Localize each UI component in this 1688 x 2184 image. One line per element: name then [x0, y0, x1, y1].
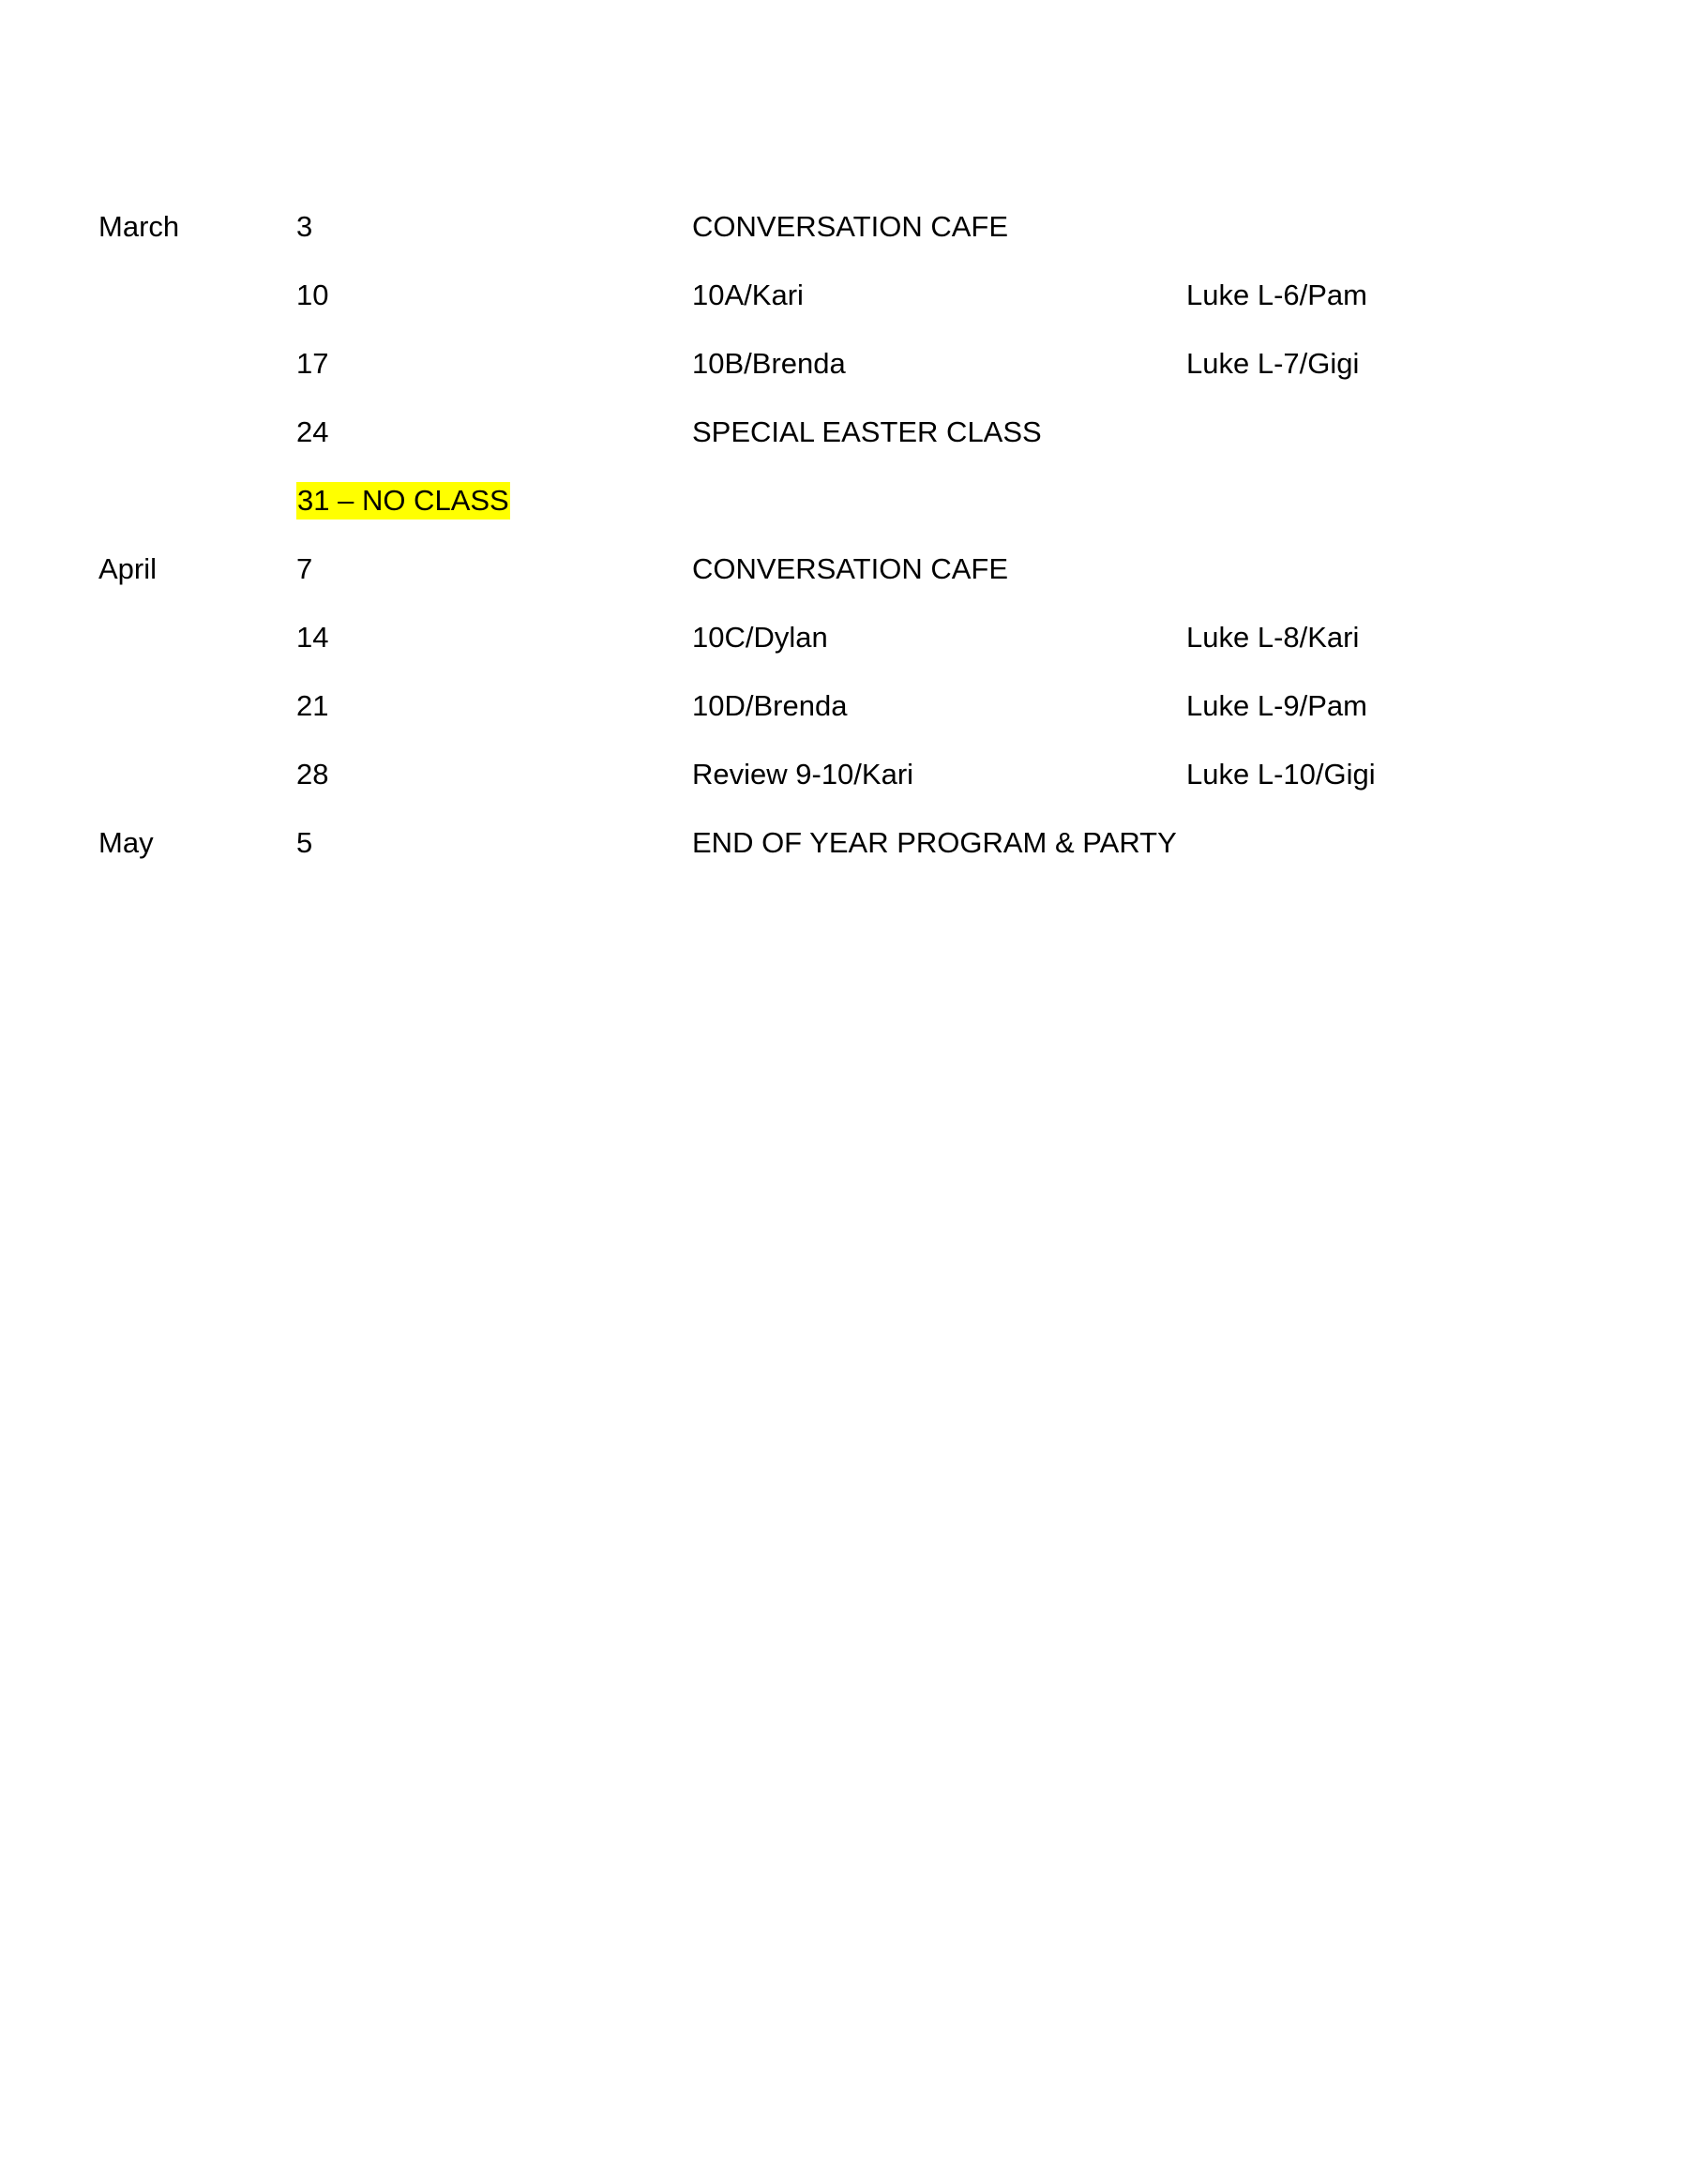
event-cell: Review 9-10/Kari — [692, 758, 914, 791]
day-cell: 28 — [296, 758, 329, 791]
lesson-cell: Luke L-10/Gigi — [1186, 758, 1376, 791]
day-cell: 17 — [296, 347, 329, 380]
day-cell: 24 — [296, 415, 329, 448]
day-cell: 3 — [296, 210, 313, 243]
schedule-row — [0, 756, 1688, 824]
class-schedule — [0, 208, 1688, 893]
day-cell: 21 — [296, 689, 329, 722]
event-cell: 10A/Kari — [692, 279, 804, 311]
schedule-row — [0, 414, 1688, 482]
schedule-row — [0, 550, 1688, 619]
schedule-row — [0, 824, 1688, 893]
no-class-highlight: 31 – NO CLASS — [296, 482, 510, 520]
lesson-cell: Luke L-8/Kari — [1186, 621, 1360, 654]
day-cell: 14 — [296, 621, 329, 654]
schedule-row — [0, 345, 1688, 414]
event-cell: 10D/Brenda — [692, 689, 848, 722]
schedule-row — [0, 619, 1688, 687]
event-cell: CONVERSATION CAFE — [692, 552, 1009, 585]
month-cell: April — [98, 552, 158, 585]
lesson-cell: Luke L-6/Pam — [1186, 279, 1367, 311]
event-cell: 10C/Dylan — [692, 621, 828, 654]
schedule-row — [0, 687, 1688, 756]
lesson-cell: Luke L-9/Pam — [1186, 689, 1367, 722]
day-cell: 7 — [296, 552, 313, 585]
event-cell: SPECIAL EASTER CLASS — [692, 415, 1042, 448]
schedule-row — [0, 277, 1688, 345]
month-cell: March — [98, 210, 180, 243]
month-cell: May — [98, 826, 154, 859]
schedule-row — [0, 208, 1688, 277]
event-cell: END OF YEAR PROGRAM & PARTY — [692, 826, 1177, 859]
event-cell: CONVERSATION CAFE — [692, 210, 1009, 243]
event-cell: 10B/Brenda — [692, 347, 846, 380]
schedule-row-no-class — [0, 482, 1688, 550]
day-cell: 5 — [296, 826, 313, 859]
lesson-cell: Luke L-7/Gigi — [1186, 347, 1360, 380]
day-cell: 10 — [296, 279, 329, 311]
